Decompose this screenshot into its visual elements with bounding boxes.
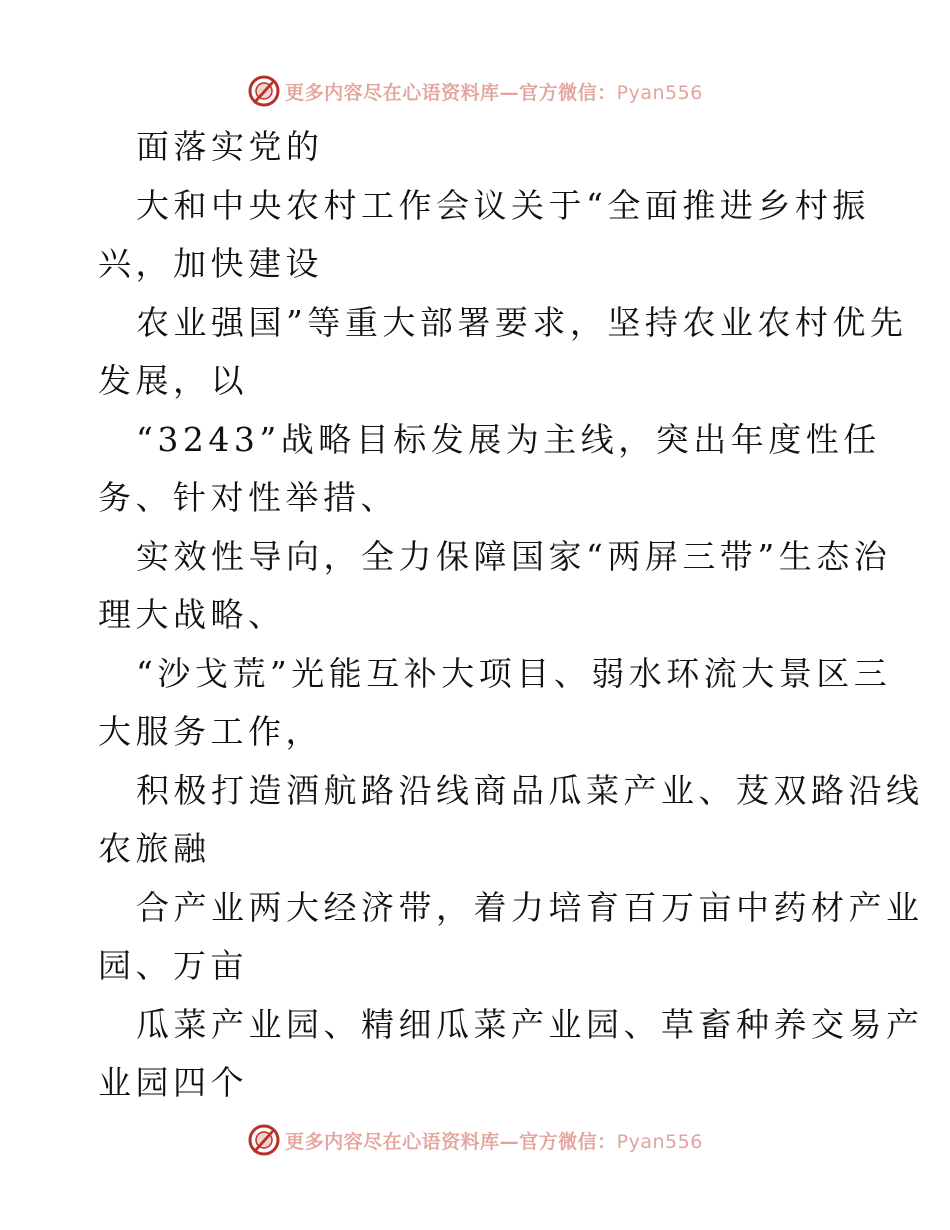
watermark-caption: 更多内容尽在心语资料库—官方微信： bbox=[285, 1130, 617, 1153]
body-line: 务、针对性举措、 bbox=[98, 478, 398, 517]
document-body bbox=[98, 118, 924, 1113]
body-line: “3243”战略目标发展为主线，突出年度性任 bbox=[136, 419, 881, 459]
body-line: 大服务工作， bbox=[98, 712, 323, 751]
body-line: 农旅融 bbox=[98, 829, 211, 868]
body-line: 农业强国”等重大部署要求，坚持农业农村优先 bbox=[136, 302, 908, 342]
header-watermark bbox=[0, 71, 950, 111]
body-line: 瓜菜产业园、精细瓜菜产业园、草畜种养交易产 bbox=[136, 1004, 924, 1044]
quill-seal-icon bbox=[247, 1123, 281, 1157]
body-line: 兴，加快建设 bbox=[98, 244, 323, 283]
footer-watermark bbox=[0, 1120, 950, 1160]
body-line: 积极打造酒航路沿线商品瓜菜产业、芨双路沿线 bbox=[136, 770, 924, 810]
body-line: 发展，以 bbox=[98, 361, 248, 400]
watermark-text bbox=[285, 78, 703, 105]
watermark-text bbox=[285, 1127, 703, 1154]
body-line: 合产业两大经济带，着力培育百万亩中药材产业 bbox=[136, 887, 924, 927]
body-line: “沙戈荒”光能互补大项目、弱水环流大景区三 bbox=[136, 653, 892, 693]
body-line: 理大战略、 bbox=[98, 595, 286, 634]
body-line: 大和中央农村工作会议关于“全面推进乡村振 bbox=[136, 185, 870, 225]
watermark-wechat-id: Pyan556 bbox=[616, 1130, 703, 1153]
body-line: 面落实党的 bbox=[136, 127, 324, 166]
quill-seal-icon bbox=[247, 74, 281, 108]
body-line: 实效性导向，全力保障国家“两屏三带”生态治 bbox=[136, 536, 892, 576]
watermark-wechat-id: Pyan556 bbox=[616, 81, 703, 104]
body-line: 业园四个 bbox=[98, 1063, 248, 1102]
watermark-caption: 更多内容尽在心语资料库—官方微信： bbox=[285, 81, 617, 104]
body-line: 园、万亩 bbox=[98, 946, 248, 985]
